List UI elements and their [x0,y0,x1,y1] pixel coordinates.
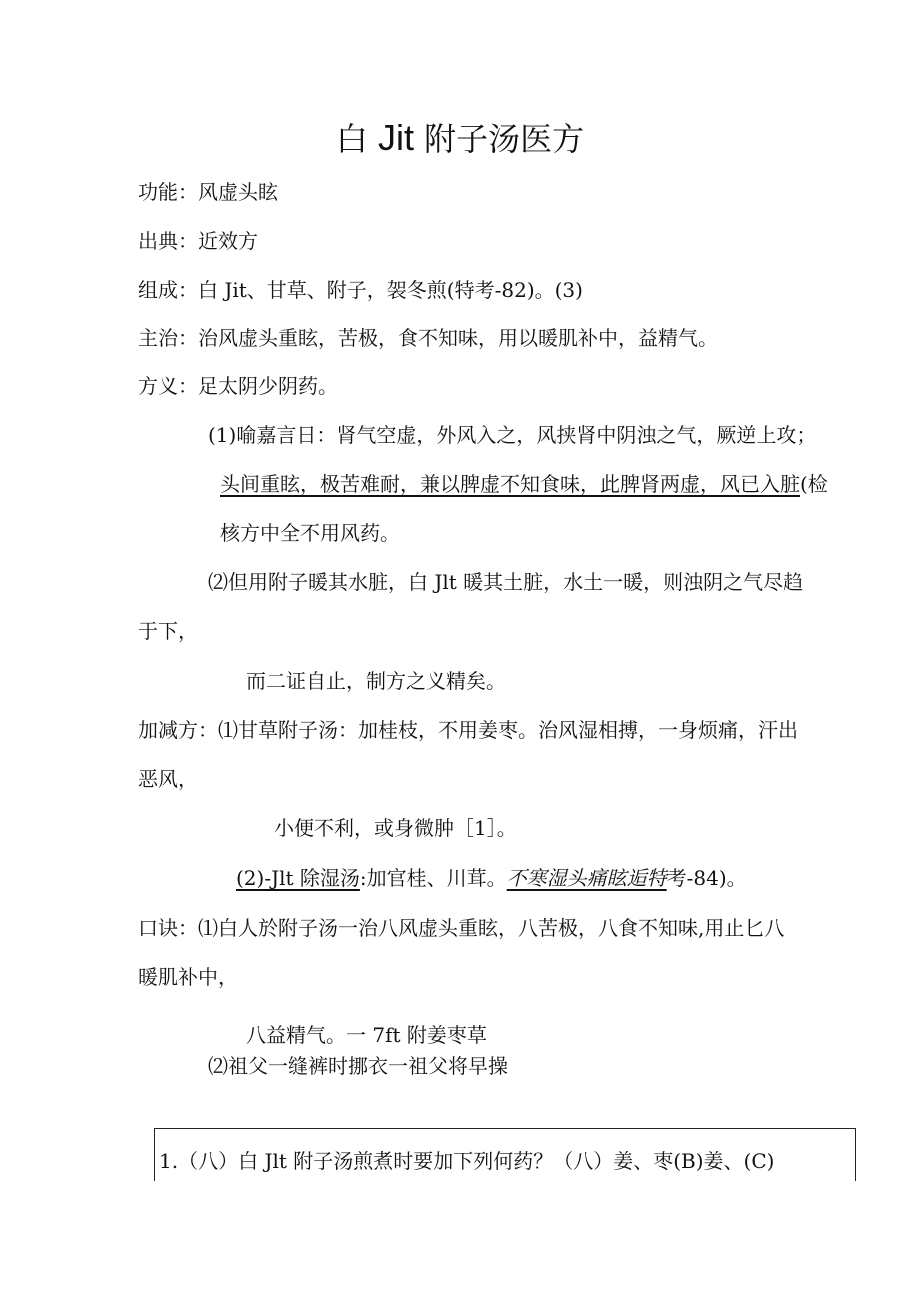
formula-meaning-line: 方义：足太阴少阴药。 [138,374,338,398]
function-line: 功能：风虚头眩 [138,180,278,204]
meaning-note-1-line-1: (1)喻嘉言日：肾气空虚，外风入之，风挟肾中阴浊之气，厥逆上攻； [208,423,817,447]
title-part-2: Jit [378,117,414,158]
modification-2-name: (2)-Jlt 除湿汤 [236,866,360,890]
meaning-note-2-line-1: ⑵但用附子暖其水脏，白 Jlt 暖其土脏，水土一暖，则浊阴之气尽趋 [208,570,804,594]
mnemonic-1-line-1: 口诀：⑴白人於附子汤一治八风虚头重眩，八苦极，八食不知味,用止匕八 [138,916,785,940]
modification-2-ref: 考-84)。 [666,866,747,890]
composition-line: 组成：白 Jit、甘草、附子，袈冬煎(特考-82)。(3) [138,278,583,302]
modification-2-herbs: :加官桂、川茸。 [359,866,507,890]
meaning-note-1-line-3: 核方中全不用风药。 [220,521,400,545]
meaning-note-2-line-2: 于下， [138,619,198,643]
indication-line: 主治：治风虚头重眩，苦极，食不知味，用以暖肌补中，益精气。 [138,326,718,350]
question-text: 1.（八）白 Jlt 附子汤煎煮时要加下列何药？（八）姜、枣(B)姜、(C) [159,1149,775,1173]
mnemonic-2-line: ⑵祖父一缝裤时挪衣一祖父将早操 [208,1054,508,1078]
title-part-1: 白 [335,120,368,158]
title-part-3: 附子汤医方 [424,120,585,158]
underlined-text: 头间重眩，极苦难耐，兼以脾虚不知食味，此脾肾两虚，风已入脏 [220,472,800,496]
page-title [0,118,920,159]
mnemonic-1-line-2: 暖肌补中， [138,965,238,989]
modification-1-line-2: 恶风， [138,767,198,791]
meaning-note-2-line-3: 而二证自止，制方之义精矣。 [246,669,506,693]
modification-1-line-3: 小便不利，或身微肿［1］。 [274,816,517,840]
mnemonic-1-line-3: 八益精气。一 7ft 附姜枣草 [246,1023,487,1047]
modification-1-line-1: 加减方：⑴甘草附子汤：加桂枝，不用姜枣。治风湿相搏，一身烦痛，汗出 [138,718,798,742]
source-line: 出典：近效方 [138,229,258,253]
meaning-note-1-line-2 [220,472,828,496]
question-box [154,1128,856,1181]
modification-2-line [236,866,747,890]
meaning-note-1-tail: (检 [800,472,828,496]
modification-2-italic-note: 不寒湿头痛眩逅特 [506,866,667,890]
